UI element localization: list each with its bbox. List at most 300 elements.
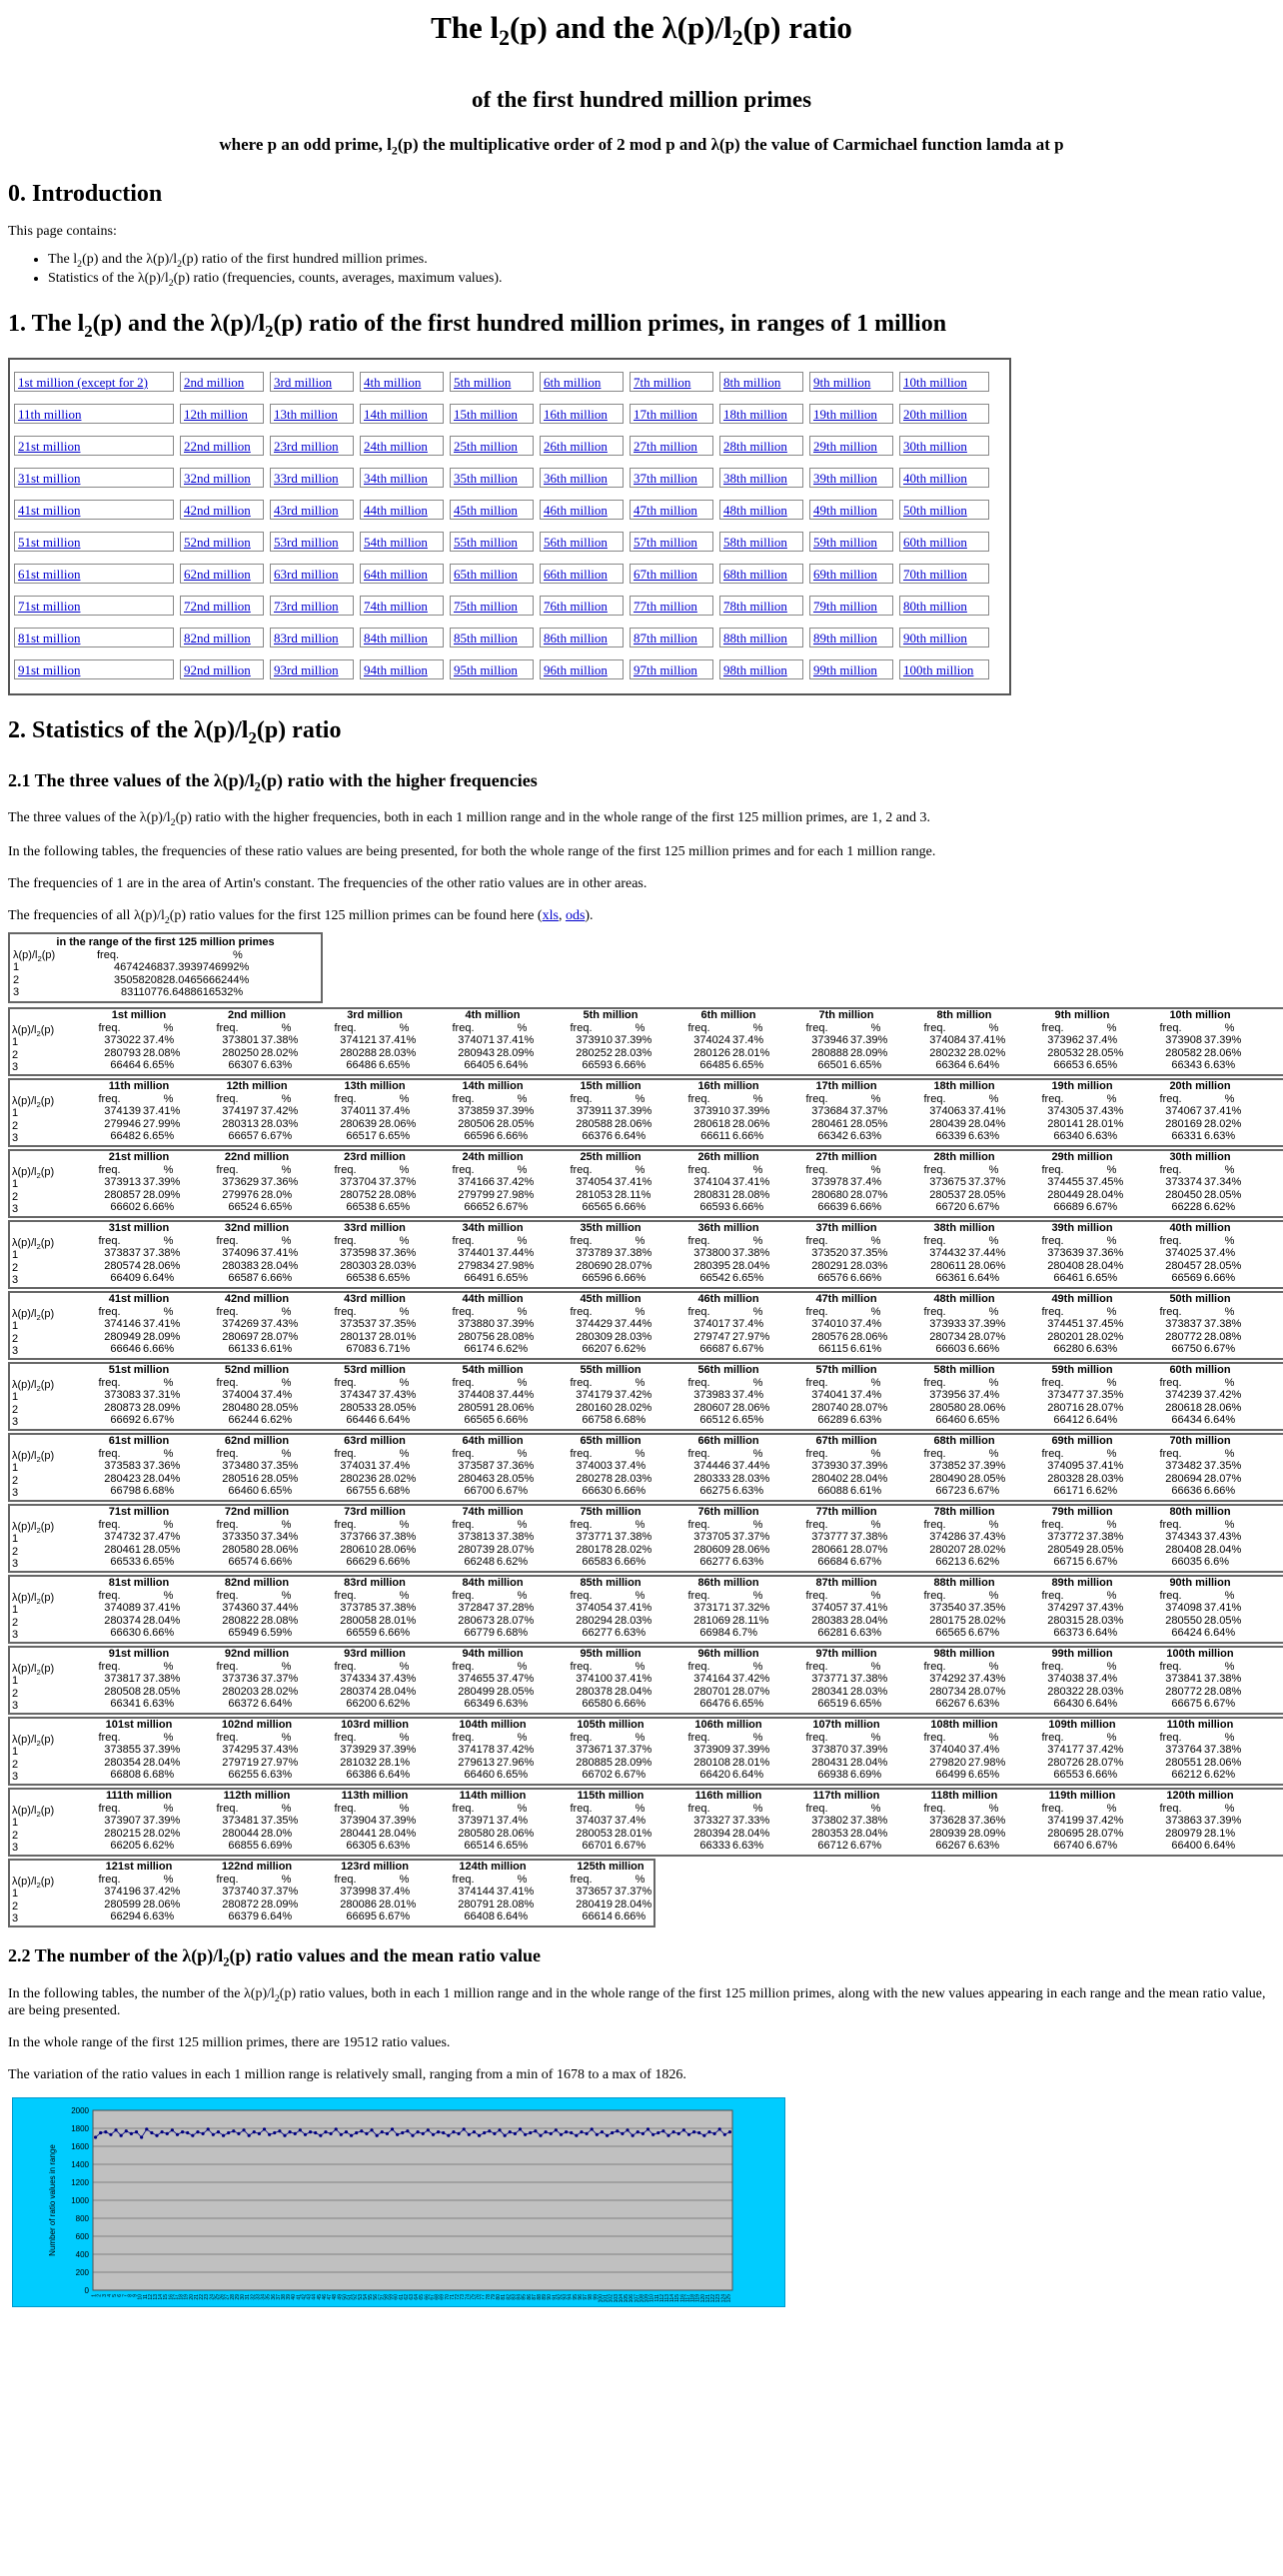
million-link[interactable]: 37th million [634, 470, 697, 486]
million-link[interactable]: 40th million [903, 470, 967, 486]
million-link-cell [180, 596, 264, 616]
table-row: 66533 6.65% [110, 1556, 175, 1569]
million-link[interactable]: 2nd million [184, 374, 245, 390]
table-row: 281053 28.11% [576, 1188, 651, 1201]
million-link[interactable]: 4th million [364, 374, 422, 390]
million-header: 24th million [462, 1150, 524, 1163]
table-row: 66580 6.66% [582, 1698, 646, 1711]
table-row: 66277 6.63% [699, 1556, 764, 1569]
table-row: 66446 6.64% [346, 1414, 411, 1427]
million-column: 21st million freq. % 373913 37.39% 280857 28.09% 66602 6.66% [80, 1151, 198, 1216]
x-tick-label: 84 [516, 2294, 523, 2300]
x-tick-label: 89 [542, 2294, 549, 2300]
table-row: 66574 6.66% [228, 1556, 293, 1569]
million-link[interactable]: 10th million [903, 374, 967, 390]
million-link[interactable]: 93rd million [274, 661, 339, 677]
table-row: 66695 6.67% [346, 1911, 411, 1924]
million-link[interactable]: 65th million [454, 566, 518, 582]
million-link[interactable]: 86th million [544, 630, 608, 645]
x-tick-label: 62 [403, 2294, 410, 2300]
section22-paragraph-1: In the following tables, the number of the $\lambda(p)/l_2(p)$ ratio values, both in each 1 million range and in the whole range of the first 125 million primes, along with the new values appearing in each range and the mean ratio value, are being presented. [8, 1985, 1266, 2019]
million-link[interactable]: 49th million [813, 502, 877, 518]
million-link-cell [14, 468, 174, 488]
table-row: 66207 6.62% [582, 1343, 646, 1356]
table-row: 373374 37.34% [1165, 1176, 1242, 1189]
y-tick-label: 2000 [71, 2106, 89, 2116]
million-column: 104th million freq. % 374178 37.42% 279613 27.96% 66460 6.65% [434, 1719, 552, 1784]
million-header: 114th million [459, 1789, 527, 1802]
table-row: 279946 27.99% [104, 1117, 181, 1130]
million-header: 120th million [1166, 1789, 1234, 1802]
million-link[interactable]: 17th million [634, 406, 697, 422]
million-link[interactable]: 76th million [544, 598, 608, 614]
million-header: 98th million [933, 1647, 995, 1660]
million-link[interactable]: 70th million [903, 566, 967, 582]
ratio-value: 3 [12, 1558, 19, 1571]
million-header: 40th million [1169, 1221, 1231, 1234]
million-link[interactable]: 77th million [634, 598, 697, 614]
million-link[interactable]: 66th million [544, 566, 608, 582]
million-link[interactable]: 13th million [274, 406, 338, 422]
million-link[interactable]: 68th million [723, 566, 787, 582]
million-link[interactable]: 41st million [18, 502, 81, 518]
table-row: 66361 6.64% [935, 1272, 1000, 1285]
million-link[interactable]: 27th million [634, 438, 697, 454]
data-point [575, 2134, 578, 2137]
table-row: 66434 6.64% [1171, 1414, 1236, 1427]
million-link[interactable]: 74th million [364, 598, 428, 614]
data-point [196, 2130, 199, 2133]
x-tick-label: 39 [286, 2294, 293, 2300]
data-point [596, 2133, 599, 2136]
million-link[interactable]: 94th million [364, 661, 428, 677]
million-header: 104th million [459, 1718, 527, 1731]
million-link[interactable]: 75th million [454, 598, 518, 614]
million-link[interactable]: 69th million [813, 566, 877, 582]
million-column: 72nd million freq. % 373350 37.34% 280580 28.06% 66574 6.66% [198, 1506, 316, 1571]
table-row: 374071 37.41% [458, 1034, 535, 1047]
million-link[interactable]: 78th million [723, 598, 787, 614]
table-row: 374100 37.41% [576, 1673, 652, 1686]
million-link[interactable]: 46th million [544, 502, 608, 518]
million-link[interactable]: 30th million [903, 438, 967, 454]
million-link[interactable]: 59th million [813, 534, 877, 550]
million-link[interactable]: 61st million [18, 566, 81, 582]
million-link[interactable]: 71st million [18, 598, 81, 614]
million-link[interactable]: 15th million [454, 406, 518, 422]
million-column: 16th million freq. % 373910 37.39% 280618 28.06% 66611 6.66% [669, 1080, 787, 1145]
section22-paragraph-2: In the whole range of the first 125 million primes, there are 19512 ratio values. [8, 2035, 451, 2051]
table-row: 280288 28.03% [340, 1046, 417, 1059]
table-row: 280322 28.03% [1047, 1685, 1124, 1698]
million-header: 102nd million [221, 1718, 293, 1731]
million-link[interactable]: 100th million [903, 661, 974, 677]
million-link[interactable]: 34th million [364, 470, 428, 486]
table-row: 66341 6.63% [110, 1698, 175, 1711]
million-link[interactable]: 73rd million [274, 598, 339, 614]
table-row: 374010 37.4% [811, 1318, 882, 1331]
million-link[interactable]: 82nd million [184, 630, 251, 645]
x-tick-label: 20 [188, 2294, 195, 2300]
x-tick-label: 121 [704, 2294, 711, 2303]
y-tick-label: 600 [75, 2232, 89, 2242]
million-link[interactable]: 53rd million [274, 534, 339, 550]
data-point [687, 2133, 690, 2136]
ods-link[interactable]: ods [565, 908, 586, 924]
million-link[interactable]: 39th million [813, 470, 877, 486]
million-link[interactable]: 25th million [454, 438, 518, 454]
million-header: 84th million [462, 1576, 524, 1589]
table-row: 66464 6.65% [110, 1059, 175, 1072]
million-column: 83rd million freq. % 373785 37.38% 280058 28.01% 66559 6.66% [316, 1577, 434, 1642]
million-link[interactable]: 21st million [18, 438, 81, 454]
million-column: 57th million freq. % 374041 37.4% 280740 28.07% 66289 6.63% [787, 1364, 905, 1429]
million-link[interactable]: 47th million [634, 502, 697, 518]
million-link[interactable]: 29th million [813, 438, 877, 454]
million-link-cell [630, 436, 713, 456]
x-tick-label: 63 [409, 2294, 415, 2300]
million-column: 59th million freq. % 373477 37.35% 280716 28.07% 66412 6.64% [1023, 1364, 1141, 1429]
data-point [601, 2130, 604, 2133]
table-row: 280822 28.08% [222, 1614, 299, 1627]
table-row: 373946 37.39% [811, 1034, 888, 1047]
x-tick-label: 106 [629, 2294, 636, 2303]
million-header: 100th million [1166, 1647, 1234, 1660]
million-column: 69th million freq. % 374095 37.41% 280328 28.03% 66171 6.62% [1023, 1435, 1141, 1500]
million-link[interactable]: 3rd million [274, 374, 333, 390]
million-column: 29th million freq. % 374455 37.45% 280449 28.04% 66689 6.67% [1023, 1151, 1141, 1216]
table-row: 280441 28.04% [340, 1827, 417, 1840]
ratio-value: 1 [12, 1391, 19, 1404]
table-row: 279976 28.0% [222, 1188, 293, 1201]
million-link[interactable]: 95th million [454, 661, 518, 677]
million-link-cell [719, 404, 803, 424]
million-header: 13th million [344, 1079, 406, 1092]
million-link[interactable]: 97th million [634, 661, 697, 677]
million-link[interactable]: 57th million [634, 534, 697, 550]
million-link-cell [450, 500, 534, 520]
million-column: 98th million freq. % 374292 37.43% 280734 28.07% 66267 6.63% [905, 1648, 1023, 1713]
million-link[interactable]: 99th million [813, 661, 877, 677]
million-link[interactable]: 33rd million [274, 470, 339, 486]
million-link[interactable]: 56th million [544, 534, 608, 550]
million-header: 46th million [697, 1292, 759, 1305]
million-column: 88th million freq. % 373540 37.35% 280175 28.02% 66565 6.67% [905, 1577, 1023, 1642]
million-link-cell [540, 500, 624, 520]
million-link-cell [540, 564, 624, 584]
million-link-cell [14, 532, 174, 552]
table-row: 373800 37.38% [693, 1247, 770, 1260]
million-link[interactable]: 84th million [364, 630, 428, 645]
data-point [661, 2129, 664, 2132]
data-point [642, 2132, 644, 2135]
million-link[interactable]: 11th million [18, 406, 82, 422]
table-row: 280690 28.07% [576, 1259, 652, 1272]
table-row: 66228 6.62% [1171, 1201, 1236, 1214]
x-tick-label: 45 [316, 2294, 323, 2300]
million-link-cell [180, 532, 264, 552]
data-point [381, 2130, 384, 2133]
data-point [150, 2131, 153, 2134]
million-link[interactable]: 12th million [184, 406, 248, 422]
table-row: 66630 6.66% [110, 1627, 175, 1640]
million-header: 5th million [583, 1008, 639, 1021]
million-link[interactable]: 6th million [544, 374, 602, 390]
million-link[interactable]: 1st million (except for 2) [18, 374, 148, 390]
table-row: 280086 28.01% [340, 1898, 417, 1911]
table-row: 66750 6.67% [1171, 1343, 1236, 1356]
million-link[interactable]: 60th million [903, 534, 967, 550]
table-row: 66524 6.65% [228, 1201, 293, 1214]
table-row: 280463 28.05% [458, 1472, 535, 1485]
data-point [417, 2130, 420, 2133]
table-row: 374096 37.41% [222, 1247, 299, 1260]
million-link[interactable]: 32nd million [184, 470, 251, 486]
data-point [580, 2130, 583, 2133]
million-link[interactable]: 51st million [18, 534, 81, 550]
table-row: 66512 6.65% [699, 1414, 764, 1427]
million-header: 122nd million [221, 1860, 293, 1873]
ratio-label-column [10, 1648, 80, 1713]
ratio-value: 1 [12, 1107, 19, 1120]
table-row: 374041 37.4% [811, 1389, 882, 1402]
x-tick-label: 44 [311, 2294, 318, 2300]
million-link-cell [270, 596, 354, 616]
x-tick-label: 34 [260, 2294, 267, 2300]
million-link-cell [450, 628, 534, 647]
million-column: 66th million freq. % 374446 37.44% 280333 28.03% 66275 6.63% [669, 1435, 787, 1500]
million-link[interactable]: 72nd million [184, 598, 251, 614]
million-link[interactable]: 64th million [364, 566, 428, 582]
x-tick-label: 78 [485, 2294, 492, 2300]
million-link[interactable]: 44th million [364, 502, 428, 518]
x-tick-label: 101 [603, 2294, 610, 2303]
million-link[interactable]: 5th million [454, 374, 512, 390]
x-tick-label: 59 [388, 2294, 395, 2300]
million-link[interactable]: 87th million [634, 630, 697, 645]
million-link[interactable]: 43rd million [274, 502, 339, 518]
table-row: 373855 37.39% [104, 1744, 181, 1757]
table-row: 374196 37.42% [104, 1886, 181, 1899]
million-link[interactable]: 98th million [723, 661, 787, 677]
million-link-cell [270, 659, 354, 679]
million-link-cell [180, 564, 264, 584]
million-link[interactable]: 90th million [903, 630, 967, 645]
million-link[interactable]: 81st million [18, 630, 81, 645]
table-row: 66798 6.68% [110, 1485, 175, 1498]
million-column: 26th million freq. % 374104 37.41% 280831 28.08% 66593 6.66% [669, 1151, 787, 1216]
x-tick-label: 61 [398, 2294, 405, 2300]
table-row: 3 8311077 6.6488616532% [13, 986, 244, 999]
million-link[interactable]: 58th million [723, 534, 787, 550]
x-tick-label: 10 [137, 2294, 144, 2300]
x-tick-label: 7 [122, 2294, 129, 2298]
table-row: 280588 28.06% [576, 1117, 652, 1130]
million-link[interactable]: 18th million [723, 406, 787, 422]
ratio-value: 1 [12, 1249, 19, 1262]
x-tick-label: 94 [567, 2294, 574, 2300]
table-row: 280680 28.07% [811, 1188, 888, 1201]
million-header: 54th million [462, 1363, 524, 1376]
million-link[interactable]: 91st million [18, 661, 81, 677]
x-tick-label: 14 [158, 2294, 165, 2300]
table-row: 280772 28.08% [1165, 1330, 1242, 1343]
million-column: 70th million freq. % 373482 37.35% 280694 28.07% 66636 6.66% [1141, 1435, 1259, 1500]
million-header: 63rd million [344, 1434, 406, 1447]
million-column: 12th million freq. % 374197 37.42% 280313 28.03% 66657 6.67% [198, 1080, 316, 1145]
million-link[interactable]: 89th million [813, 630, 877, 645]
million-header: 47th million [815, 1292, 877, 1305]
million-link[interactable]: 45th million [454, 502, 518, 518]
ratio-value: 2 [12, 1403, 19, 1416]
million-link[interactable]: 8th million [723, 374, 781, 390]
data-point [207, 2128, 210, 2131]
million-link[interactable]: 85th million [454, 630, 518, 645]
table-row: 374408 37.44% [458, 1389, 535, 1402]
table-row: 373684 37.37% [811, 1105, 888, 1118]
ratio-label: $\lambda(p)/l_2(p)$ [12, 1804, 55, 1820]
million-column: 7th million freq. % 373946 37.39% 280888 28.09% 66501 6.65% [787, 1009, 905, 1074]
million-link[interactable]: 38th million [723, 470, 787, 486]
million-header: 64th million [462, 1434, 524, 1447]
million-link[interactable]: 20th million [903, 406, 967, 422]
million-link[interactable]: 16th million [544, 406, 608, 422]
data-point [365, 2132, 368, 2135]
ratio-value: 2 [12, 1687, 19, 1700]
ratio-value: 1 [12, 1320, 19, 1333]
ratio-label-column [10, 1861, 80, 1926]
million-column: 76th million freq. % 373705 37.37% 280609 28.06% 66277 6.63% [669, 1506, 787, 1571]
million-link[interactable]: 92nd million [184, 661, 251, 677]
data-point [555, 2129, 558, 2132]
million-link[interactable]: 83rd million [274, 630, 339, 645]
x-tick-label: 29 [234, 2294, 241, 2300]
million-link[interactable]: 14th million [364, 406, 428, 422]
million-header: 94th million [462, 1647, 524, 1660]
million-header: 90th million [1169, 1576, 1231, 1589]
table-row: 373909 37.39% [693, 1744, 770, 1757]
million-link[interactable]: 35th million [454, 470, 518, 486]
million-link[interactable]: 24th million [364, 438, 428, 454]
data-point [227, 2131, 230, 2134]
million-link[interactable]: 23rd million [274, 438, 339, 454]
table-row: 280580 28.06% [929, 1401, 1006, 1414]
million-link[interactable]: 88th million [723, 630, 787, 645]
million-link[interactable]: 55th million [454, 534, 518, 550]
million-link[interactable]: 67th million [634, 566, 697, 582]
freq-header: freq. [97, 948, 120, 961]
million-header: 1st million [111, 1008, 167, 1021]
table-row: 280480 28.05% [222, 1401, 299, 1414]
million-header: 81st million [108, 1576, 170, 1589]
million-link-cell [180, 404, 264, 424]
x-tick-label: 114 [669, 2294, 676, 2303]
data-point [278, 2129, 281, 2132]
table-row: 373802 37.38% [811, 1815, 888, 1828]
data-point [273, 2131, 276, 2134]
table-row: 66244 6.62% [228, 1414, 293, 1427]
million-link[interactable]: 31st million [18, 470, 81, 486]
million-header: 76th million [697, 1505, 759, 1518]
table-row: 66213 6.62% [935, 1556, 1000, 1569]
million-link[interactable]: 28th million [723, 438, 787, 454]
ratio-value: 2 [12, 1190, 19, 1203]
ratio-value: 3 [12, 1203, 19, 1216]
table-row: 66267 6.63% [935, 1840, 1000, 1853]
table-row: 66430 6.64% [1053, 1698, 1118, 1711]
table-row: 280313 28.03% [222, 1117, 299, 1130]
million-link[interactable]: 96th million [544, 661, 608, 677]
xls-link[interactable]: xls [542, 908, 559, 924]
range-table-block [8, 1717, 1283, 1786]
million-column: 5th million freq. % 373910 37.39% 280252 28.03% 66593 6.66% [552, 1009, 669, 1074]
table-row: 280291 28.03% [811, 1259, 888, 1272]
table-row: 66519 6.65% [817, 1698, 882, 1711]
million-header: 86th million [697, 1576, 759, 1589]
million-link[interactable]: 54th million [364, 534, 428, 550]
ratio-value: 2 [12, 1829, 19, 1842]
million-link[interactable]: 52nd million [184, 534, 251, 550]
million-header: 121st million [105, 1860, 173, 1873]
million-link[interactable]: 63rd million [274, 566, 339, 582]
million-column: 67th million freq. % 373930 37.39% 280402 28.04% 66088 6.61% [787, 1435, 905, 1500]
x-tick-label: 1 [91, 2294, 98, 2298]
million-link[interactable]: 22nd million [184, 438, 251, 454]
links-row [14, 462, 1009, 494]
table-row: 66409 6.64% [110, 1272, 175, 1285]
million-link[interactable]: 7th million [634, 374, 691, 390]
x-tick-label: 17 [173, 2294, 180, 2300]
ratio-label-column [10, 1719, 80, 1784]
data-point [626, 2129, 629, 2132]
million-header: 29th million [1051, 1150, 1113, 1163]
x-tick-label: 98 [588, 2294, 595, 2300]
million-link[interactable]: 36th million [544, 470, 608, 486]
million-header: 111th million [105, 1789, 173, 1802]
million-link-cell [450, 532, 534, 552]
table-row: 373870 37.39% [811, 1744, 888, 1757]
million-link-cell [630, 532, 713, 552]
million-link[interactable]: 48th million [723, 502, 787, 518]
x-tick-label: 9 [132, 2294, 139, 2298]
million-column: 48th million freq. % 373933 37.39% 280734 28.07% 66603 6.66% [905, 1293, 1023, 1358]
table-row: 280532 28.05% [1047, 1046, 1124, 1059]
million-link-cell [360, 564, 444, 584]
million-link-cell [719, 500, 803, 520]
million-header: 105th million [577, 1718, 644, 1731]
million-link[interactable]: 79th million [813, 598, 877, 614]
data-point [483, 2131, 486, 2134]
million-link[interactable]: 62nd million [184, 566, 251, 582]
million-link-cell [360, 659, 444, 679]
million-link[interactable]: 50th million [903, 502, 967, 518]
million-column: 82nd million freq. % 374360 37.44% 280822 28.08% 65949 6.59% [198, 1577, 316, 1642]
table-row: 373022 37.4% [104, 1034, 175, 1047]
x-tick-label: 107 [634, 2294, 641, 2303]
million-link[interactable]: 80th million [903, 598, 967, 614]
million-header: 106th million [694, 1718, 762, 1731]
million-column: 74th million freq. % 373813 37.38% 280739 28.07% 66248 6.62% [434, 1506, 552, 1571]
million-link[interactable]: 42nd million [184, 502, 251, 518]
million-link[interactable]: 19th million [813, 406, 877, 422]
million-link[interactable]: 9th million [813, 374, 871, 390]
table-row: 66559 6.66% [346, 1627, 411, 1640]
table-row: 374031 37.4% [340, 1460, 411, 1473]
million-header: 11th million [108, 1079, 170, 1092]
table-row: 280461 28.05% [811, 1117, 888, 1130]
table-row: 280516 28.05% [222, 1472, 299, 1485]
million-link[interactable]: 26th million [544, 438, 608, 454]
